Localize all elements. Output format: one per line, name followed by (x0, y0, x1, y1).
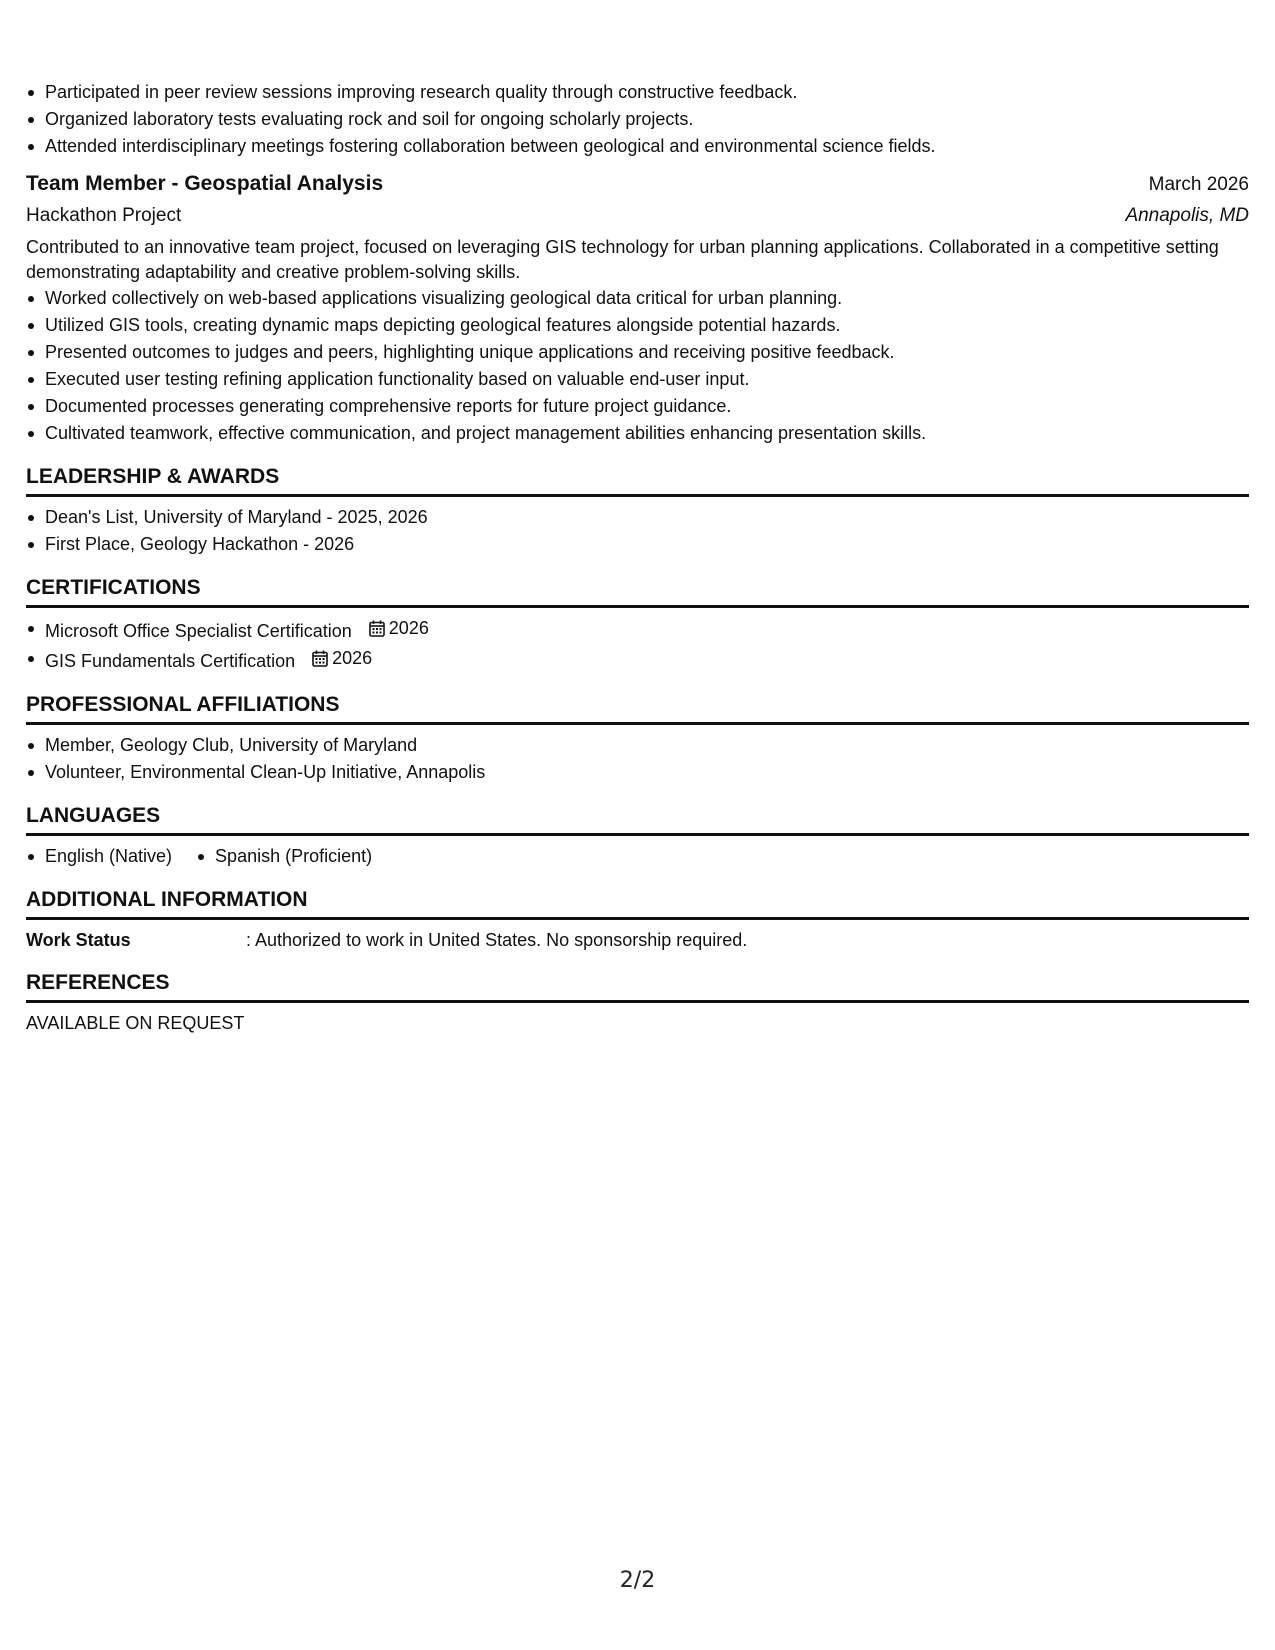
list-item: Organized laboratory tests evaluating rock and soil for ongoing scholarly projects. (26, 106, 1249, 133)
list-item: Volunteer, Environmental Clean-Up Initiative, Annapolis (26, 759, 1249, 786)
experience-entry (26, 167, 1249, 447)
calendar-icon (312, 650, 328, 667)
languages-list (26, 843, 1249, 870)
certification-year: 2026 (388, 618, 429, 638)
certification-date (369, 615, 429, 642)
work-status-value: : Authorized to work in United States. No sponsorship required. (246, 930, 748, 950)
section-title: LANGUAGES (26, 803, 1249, 836)
section-title: LEADERSHIP & AWARDS (26, 464, 1249, 497)
entry-bullets (26, 285, 1249, 447)
list-item: First Place, Geology Hackathon - 2026 (26, 531, 1249, 558)
list-item: Participated in peer review sessions improving research quality through constructive feedback. (26, 79, 1249, 106)
certification-year: 2026 (332, 648, 373, 668)
references-text: AVAILABLE ON REQUEST (26, 1013, 245, 1033)
resume-page (26, 0, 1249, 1036)
certification-item (26, 615, 1249, 645)
leadership-list (26, 504, 1249, 558)
affiliations-list (26, 732, 1249, 786)
certification-date (312, 645, 372, 672)
previous-entry-bullets (26, 79, 1249, 160)
list-item: Utilized GIS tools, creating dynamic maps depicting geological features alongside potential hazards. (26, 312, 1249, 339)
certification-name: Microsoft Office Specialist Certification (45, 621, 352, 641)
leadership-section (26, 464, 1249, 558)
list-item: English (Native) (26, 843, 172, 870)
certifications-section (26, 575, 1249, 675)
certification-name: GIS Fundamentals Certification (45, 651, 296, 671)
work-status-label: Work Status (26, 930, 131, 950)
list-item: Presented outcomes to judges and peers, highlighting unique applications and receiving positive feedback. (26, 339, 1249, 366)
additional-info-section (26, 887, 1249, 953)
entry-title: Team Member - Geospatial Analysis (26, 172, 384, 195)
calendar-icon (369, 620, 385, 637)
section-title: PROFESSIONAL AFFILIATIONS (26, 692, 1249, 725)
list-item: Dean's List, University of Maryland - 2025, 2026 (26, 504, 1249, 531)
section-title: ADDITIONAL INFORMATION (26, 887, 1249, 920)
entry-description: Contributed to an innovative team project, focused on leveraging GIS technology for urban planning applications. Collaborated in a competitive setting demonstrating adaptability and creative problem-solving skills. (26, 237, 1219, 282)
page-number: 2/2 (619, 1568, 656, 1593)
list-item: Executed user testing refining application functionality based on valuable end-user input. (26, 366, 1249, 393)
affiliations-section (26, 692, 1249, 786)
list-item: Worked collectively on web-based applications visualizing geological data critical for urban planning. (26, 285, 1249, 312)
certifications-list (26, 615, 1249, 675)
entry-organization: Hackathon Project (26, 205, 182, 226)
section-title: REFERENCES (26, 970, 1249, 1003)
list-item: Documented processes generating comprehensive reports for future project guidance. (26, 393, 1249, 420)
certification-item (26, 645, 1249, 675)
list-item: Member, Geology Club, University of Maryland (26, 732, 1249, 759)
entry-header (26, 167, 1249, 201)
references-section (26, 970, 1249, 1036)
entry-subheader (26, 201, 1249, 231)
work-status-row (26, 927, 1249, 953)
list-item: Spanish (Proficient) (196, 843, 372, 870)
languages-section (26, 803, 1249, 870)
entry-location: Annapolis, MD (1125, 205, 1249, 226)
section-title: CERTIFICATIONS (26, 575, 1249, 608)
list-item: Attended interdisciplinary meetings fostering collaboration between geological and environmental science fields. (26, 133, 1249, 160)
entry-date: March 2026 (1148, 174, 1249, 195)
list-item: Cultivated teamwork, effective communication, and project management abilities enhancing presentation skills. (26, 420, 1249, 447)
